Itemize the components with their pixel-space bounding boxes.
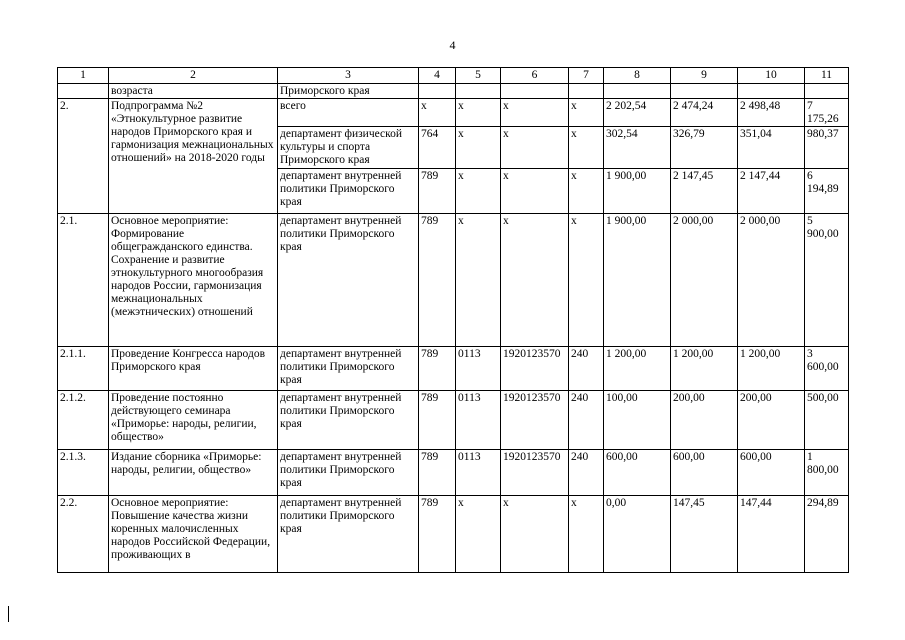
table-cell: х — [569, 127, 604, 169]
table-cell: 789 — [419, 169, 456, 214]
table-cell: департамент внутренней политики Приморского края — [278, 169, 419, 214]
table-cell: 5 900,00 — [805, 214, 849, 347]
table-cell: 789 — [419, 347, 456, 391]
table-cell: Проведение Конгресса народов Приморского края — [109, 347, 278, 391]
table-cell: х — [456, 214, 501, 347]
table-cell: Издание сборника «Приморье: народы, религии, общество» — [109, 450, 278, 496]
table-cell: 1 900,00 — [604, 169, 671, 214]
table-cell — [671, 84, 738, 99]
table-cell: х — [501, 214, 569, 347]
table-cell: 147,45 — [671, 496, 738, 573]
table-cell: 240 — [569, 450, 604, 496]
table-cell: возраста — [109, 84, 278, 99]
table-cell: 1 200,00 — [738, 347, 805, 391]
table-cell: 600,00 — [604, 450, 671, 496]
table-cell: департамент внутренней политики Приморского края — [278, 214, 419, 347]
table-cell: х — [501, 169, 569, 214]
table-cell — [419, 84, 456, 99]
table-cell: 200,00 — [738, 391, 805, 450]
budget-table — [57, 67, 849, 573]
table-cell: всего — [278, 99, 419, 127]
page-number: 4 — [449, 38, 456, 52]
table-cell: 789 — [419, 450, 456, 496]
table-cell: 600,00 — [671, 450, 738, 496]
table-cell: 2 147,44 — [738, 169, 805, 214]
table-cell: 2.1.3. — [58, 450, 109, 496]
table-cell: 2 147,45 — [671, 169, 738, 214]
table-cell: х — [569, 169, 604, 214]
table-cell: 789 — [419, 391, 456, 450]
table-cell: Проведение постоянно действующего семинара «Приморье: народы, религии, общество» — [109, 391, 278, 450]
table-cell: 240 — [569, 391, 604, 450]
table-cell: 2 000,00 — [738, 214, 805, 347]
table-cell: департамент внутренней политики Приморского края — [278, 450, 419, 496]
row-number-cell: 2. — [58, 99, 109, 214]
table-cell: 0,00 — [604, 496, 671, 573]
margin-mark — [8, 606, 9, 622]
header-cell: 6 — [501, 68, 569, 84]
table-cell: Основное мероприятие: Формирование общегражданского единства. Сохранение и развитие этнокультурного многообразия народов России, гармонизация межнациональных (межэтнических) отношений — [109, 214, 278, 347]
table-cell: департамент внутренней политики Приморского края — [278, 391, 419, 450]
table-cell: 980,37 — [805, 127, 849, 169]
table-cell: 2 202,54 — [604, 99, 671, 127]
table-cell: 302,54 — [604, 127, 671, 169]
table-cell: 1920123570 — [501, 347, 569, 391]
table-cell: х — [501, 496, 569, 573]
table-cell: х — [569, 496, 604, 573]
table-cell: х — [569, 99, 604, 127]
table-cell: 351,04 — [738, 127, 805, 169]
table-cell: 1 900,00 — [604, 214, 671, 347]
table-cell: 0113 — [456, 450, 501, 496]
header-cell: 11 — [805, 68, 849, 84]
table-cell: х — [501, 99, 569, 127]
table-cell: 789 — [419, 214, 456, 347]
table-cell: 7 175,26 — [805, 99, 849, 127]
table-cell: х — [456, 169, 501, 214]
table-cell: 100,00 — [604, 391, 671, 450]
table-cell: Основное мероприятие: Повышение качества жизни коренных малочисленных народов Российской Федерации, проживающих в — [109, 496, 278, 573]
table-cell — [456, 84, 501, 99]
table-cell: 2.2. — [58, 496, 109, 573]
table-cell: 0113 — [456, 347, 501, 391]
table-cell: 2.1. — [58, 214, 109, 347]
table-cell: 2 498,48 — [738, 99, 805, 127]
table-cell: департамент физической культуры и спорта Приморского края — [278, 127, 419, 169]
header-cell: 5 — [456, 68, 501, 84]
table-cell: 2.1.1. — [58, 347, 109, 391]
table-cell: 600,00 — [738, 450, 805, 496]
table-row — [58, 450, 849, 496]
table-cell: 0113 — [456, 391, 501, 450]
header-cell: 9 — [671, 68, 738, 84]
header-cell: 10 — [738, 68, 805, 84]
table-row — [58, 347, 849, 391]
table-cell: департамент внутренней политики Приморского края — [278, 347, 419, 391]
table-cell: 1 800,00 — [805, 450, 849, 496]
table-cell: х — [501, 127, 569, 169]
table-cell: 147,44 — [738, 496, 805, 573]
table-cell: 1 200,00 — [604, 347, 671, 391]
table-cell — [805, 84, 849, 99]
table-cell: 2 000,00 — [671, 214, 738, 347]
table-row — [58, 391, 849, 450]
table-cell: 2.1.2. — [58, 391, 109, 450]
table-cell: х — [456, 127, 501, 169]
table-cell — [501, 84, 569, 99]
table-cell: 240 — [569, 347, 604, 391]
table-cell: 500,00 — [805, 391, 849, 450]
table-cell: 2 474,24 — [671, 99, 738, 127]
table-cell: Приморского края — [278, 84, 419, 99]
table-cell: 764 — [419, 127, 456, 169]
table-cell: х — [456, 99, 501, 127]
table-cell — [58, 84, 109, 99]
header-cell: 1 — [58, 68, 109, 84]
table-cell: 6 194,89 — [805, 169, 849, 214]
table-row — [58, 84, 849, 99]
table-cell — [569, 84, 604, 99]
table-cell — [738, 84, 805, 99]
table-cell: 789 — [419, 496, 456, 573]
table-cell: 3 600,00 — [805, 347, 849, 391]
header-cell: 4 — [419, 68, 456, 84]
header-row — [58, 68, 849, 84]
header-cell: 3 — [278, 68, 419, 84]
table-row — [58, 99, 849, 127]
program-name-cell: Подпрограмма №2 «Этнокультурное развитие народов Приморского края и гармонизация межнациональных отношений» на 2018-2020 годы — [109, 99, 278, 214]
table-row — [58, 496, 849, 573]
table-cell: 200,00 — [671, 391, 738, 450]
header-cell: 2 — [109, 68, 278, 84]
table-cell: департамент внутренней политики Приморского края — [278, 496, 419, 573]
table-row — [58, 214, 849, 347]
header-cell: 8 — [604, 68, 671, 84]
header-cell: 7 — [569, 68, 604, 84]
table-cell: 1920123570 — [501, 391, 569, 450]
table-cell: 1 200,00 — [671, 347, 738, 391]
table-cell: 326,79 — [671, 127, 738, 169]
table-cell — [604, 84, 671, 99]
table-cell: х — [456, 496, 501, 573]
table-cell: 294,89 — [805, 496, 849, 573]
table-cell: х — [419, 99, 456, 127]
table-cell: х — [569, 214, 604, 347]
table-cell: 1920123570 — [501, 450, 569, 496]
